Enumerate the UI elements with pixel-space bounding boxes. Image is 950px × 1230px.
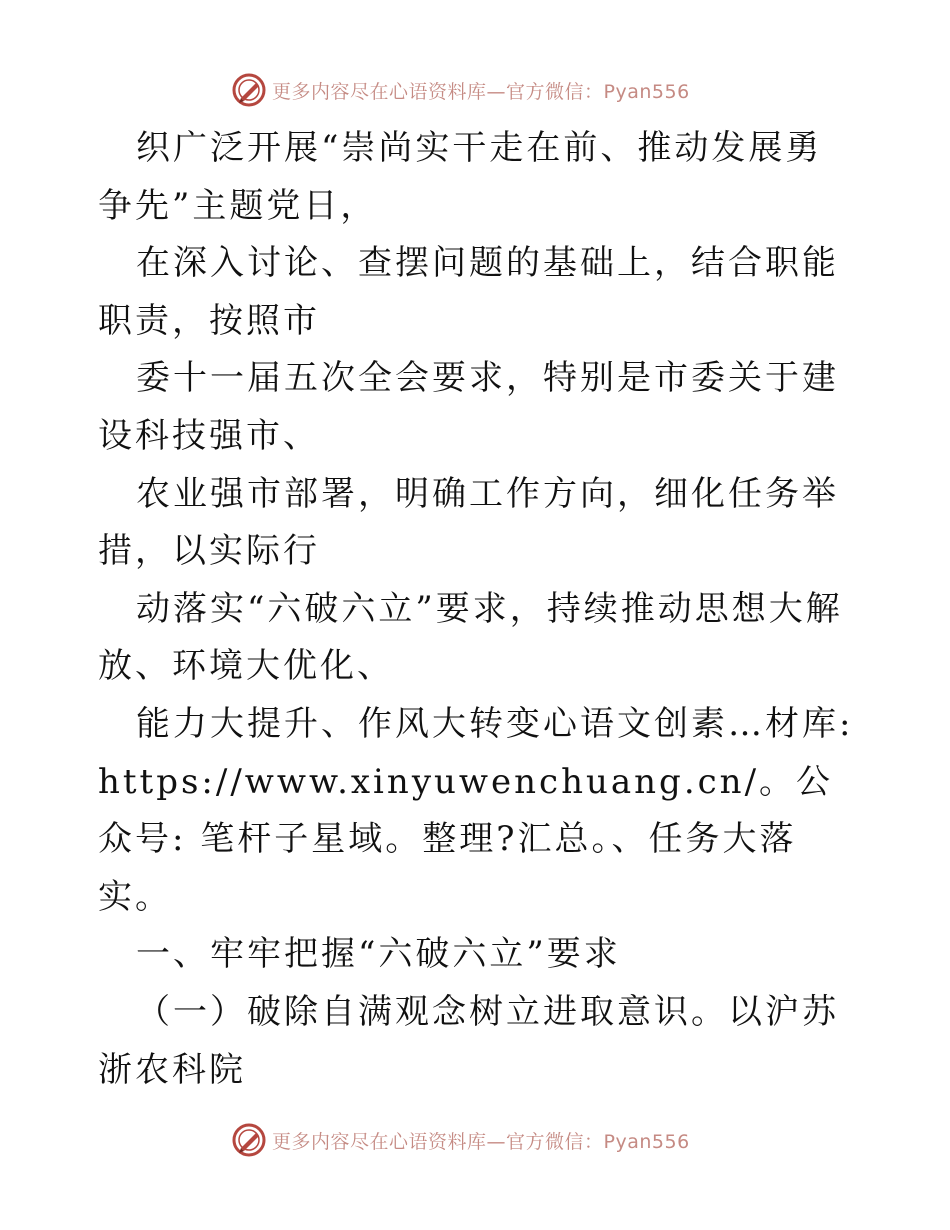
watermark-banner-top: [232, 72, 752, 108]
section-heading: 一、牢牢把握“六破六立”要求: [136, 934, 621, 975]
paragraph: 能力大提升、作风大转变心语文创素…材库:https://www.xinyuwenchuang.cn/。公众号: 笔杆子星域。整理?汇总。、任务大落实。: [98, 703, 854, 917]
watermark-text: 更多内容尽在心语资料库—官方微信：Pyan556: [272, 80, 690, 103]
subsection-paragraph: （一）破除自满观念树立进取意识。以沪苏浙农科院: [98, 991, 839, 1090]
paragraph: 织广泛开展“崇尚实干走在前、推动发展勇争先”主题党日，: [98, 128, 823, 226]
pen-logo-icon: [232, 1123, 266, 1157]
pen-logo-icon: [232, 73, 266, 107]
paragraph: 农业强市部署，明确工作方向，细化任务举措，以实际行: [98, 473, 839, 572]
document-body: [98, 120, 858, 1099]
paragraph: 动落实“六破六立”要求，持续推动思想大解放、环境大优化、: [98, 588, 843, 687]
watermark-text: 更多内容尽在心语资料库—官方微信：Pyan556: [272, 1130, 690, 1153]
paragraph: 在深入讨论、查摆问题的基础上，结合职能职责，按照市: [98, 243, 839, 341]
paragraph: 委十一届五次全会要求，特别是市委关于建设科技强市、: [98, 358, 839, 456]
watermark-banner-bottom: [232, 1122, 752, 1158]
